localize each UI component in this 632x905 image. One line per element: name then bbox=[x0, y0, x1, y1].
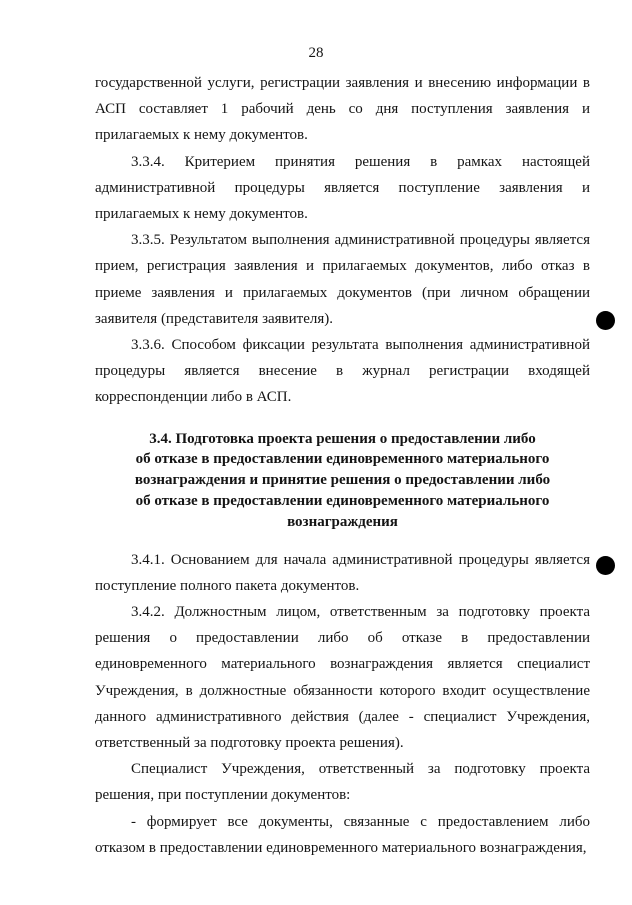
paragraph-3-3-5: 3.3.5. Результатом выполнения административной процедуры является прием, регистрация заявления и прилагаемых документов, либо отказ в приеме заявления и прилагаемых документов (при личном обращении заявителя (представителя заявителя). bbox=[95, 232, 590, 327]
paragraph-3-4-1: 3.4.1. Основанием для начала административной процедуры является поступление полного пакета документов. bbox=[95, 551, 590, 594]
punch-hole-mark bbox=[596, 311, 615, 330]
punch-hole-mark bbox=[596, 556, 615, 575]
heading-line: вознаграждения и принятие решения о предоставлении либо bbox=[134, 472, 551, 489]
paragraph-3-4-2: 3.4.2. Должностным лицом, ответственным за подготовку проекта решения о предоставлении либо об отказе в предоставлении единовременного материального вознаграждения является специалист Учреждения, в должностные обязанности которого входит осуществление данного административного действия (далее - специалист Учреждения, ответственный за подготовку проекта решения). bbox=[95, 604, 590, 752]
paragraph-3-3-6: 3.3.6. Способом фиксации результата выполнения административной процедуры является внесение в журнал регистрации входящей корреспонденции либо в АСП. bbox=[95, 337, 590, 406]
paragraph-forms-documents: - формирует все документы, связанные с предоставлением либо отказом в предоставлении единовременного материального вознаграждения, bbox=[95, 813, 590, 856]
heading-line: об отказе в предоставлении единовременного материального bbox=[135, 493, 550, 510]
heading-line: 3.4. Подготовка проекта решения о предоставлении либо bbox=[149, 430, 536, 447]
paragraph-continuation: государственной услуги, регистрации заявления и внесению информации в АСП составляет 1 рабочий день со дня поступления заявления и прилагаемых к нему документов. bbox=[95, 75, 590, 144]
heading-line: об отказе в предоставлении единовременного материального bbox=[135, 451, 550, 468]
page-number: 28 bbox=[308, 45, 324, 61]
paragraph-specialist: Специалист Учреждения, ответственный за подготовку проекта решения, при поступлении документов: bbox=[95, 761, 590, 804]
paragraph-3-3-4: 3.3.4. Критерием принятия решения в рамках настоящей административной процедуры является поступление заявления и прилагаемых к нему документов. bbox=[95, 153, 590, 223]
section-heading-3-4 bbox=[95, 429, 590, 533]
heading-line: вознаграждения bbox=[287, 513, 398, 530]
document-body bbox=[95, 70, 590, 861]
